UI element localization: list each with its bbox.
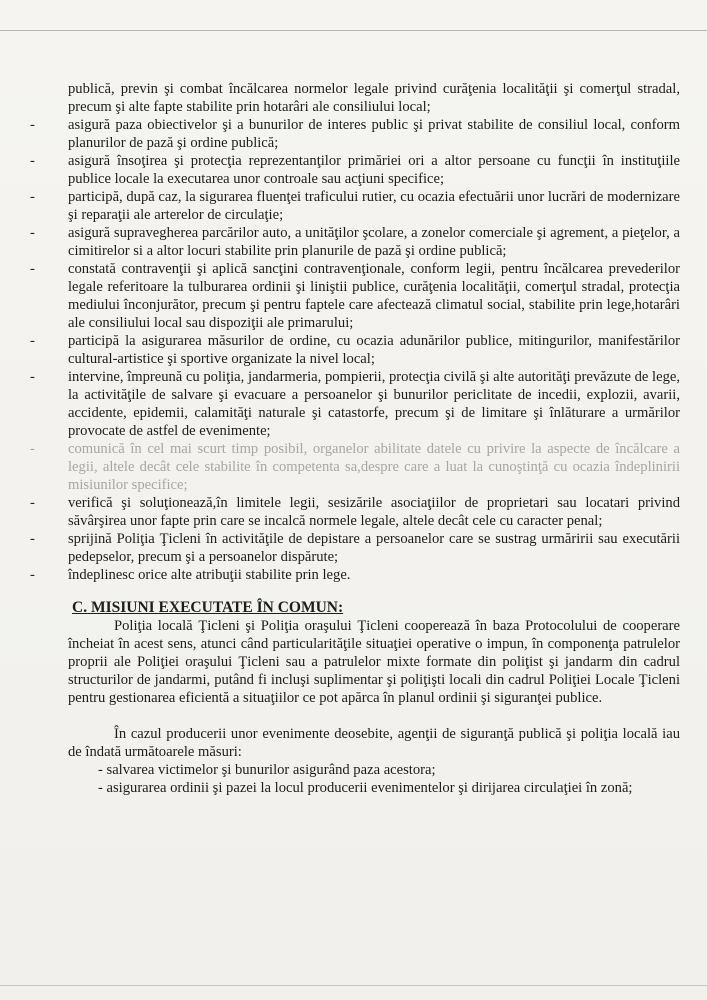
list-item-text: comunică în cel mai scurt timp posibil, organelor abilitate datele cu privire la aspecte de încălcare a legii, altele decât cele stabilite în competenta sa,despre care a luat la cunoştinţă cu ocazia îndeplinirii misiunilor specifice; bbox=[68, 441, 680, 493]
bullet-dash: - bbox=[30, 567, 35, 583]
measure-item: - salvarea victimelor şi bunurilor asigurând paza acestora; bbox=[98, 762, 436, 778]
list-item-text: verifică şi soluţionează,în limitele legii, sesizările asociaţiilor de proprietari sau locatari privind săvârşirea unor fapte prin care se incalcă normele legale, altele decât cele cu caracter penal; bbox=[68, 495, 680, 529]
document-body bbox=[28, 80, 680, 797]
list-item-text: publică, previn şi combat încălcarea normelor legale privind curăţenia localităţii şi comerţul stradal, precum şi alte fapte stabilite prin hotarâri ale consiliului local; bbox=[68, 81, 680, 115]
cooperation-paragraph: Poliţia locală Ţicleni şi Poliţia oraşului Ţicleni cooperează în baza Protocolului de cooperare încheiat în acest sens, atunci când particularităţile situaţiei operative o impun, în componenţa patrulelor proprii ale Poliţiei oraşului Ţicleni sau a patrulelor mixte formate din poliţist şi jandarm din cadrul structurilor de jandarmi, putând fi incluşi suplimentar şi poliţişti locali din cadrul Poliţiei Locale Ţicleni pentru gestionarea eficientă a situaţiilor ce pot apărca în planul ordinii şi siguranţei publice. bbox=[68, 618, 680, 706]
list-item bbox=[28, 224, 680, 260]
list-item-text: participă, după caz, la sigurarea fluenţei traficului rutier, cu ocazia efectuării unor lucrări de modernizare şi reparaţii ale arterelor de circulaţie; bbox=[68, 189, 680, 223]
list-item bbox=[28, 116, 680, 152]
list-item-text: asigură însoţirea şi protecţia reprezentanţilor primăriei ori a altor persoane cu funcţii în instituţiile publice locale la executarea unor controale sau acţiuni specifice; bbox=[68, 153, 680, 187]
bullet-dash: - bbox=[30, 495, 35, 511]
bullet-dash: - bbox=[30, 369, 35, 385]
bullet-dash: - bbox=[30, 153, 35, 169]
bullet-dash: - bbox=[30, 333, 35, 349]
list-item bbox=[28, 368, 680, 440]
bullet-dash: - bbox=[30, 189, 35, 205]
list-item bbox=[28, 260, 680, 332]
bullet-dash: - bbox=[30, 531, 35, 547]
bullet-dash: - bbox=[30, 117, 35, 133]
bullet-dash: - bbox=[30, 261, 35, 277]
section-heading bbox=[28, 598, 680, 617]
section-title: MISIUNI EXECUTATE ÎN COMUN: bbox=[90, 599, 344, 616]
list-item bbox=[28, 80, 680, 116]
scan-edge-bottom bbox=[0, 985, 707, 986]
list-item bbox=[28, 530, 680, 566]
duties-list bbox=[28, 80, 680, 584]
events-intro-paragraph: În cazul producerii unor evenimente deosebite, agenţii de siguranţă publică şi poliţia locală iau de îndată următoarele măsuri: bbox=[68, 726, 680, 760]
list-item bbox=[28, 566, 680, 584]
list-item bbox=[28, 494, 680, 530]
list-item-text: constată contravenţii şi aplică sancţini contravenţionale, conform legii, pentru încălcarea prevederilor legale referitoare la tulburarea ordinii şi liniştii publice, curăţenia localităţii, comerţul stradal, protecţia mediului înconjurător, precum şi pentru faptele care afectează climatul social, stabilite prin lege,hotarâri ale consiliului local sau dispoziţii ale primarului; bbox=[68, 261, 680, 331]
list-item bbox=[28, 332, 680, 368]
bullet-dash: - bbox=[30, 441, 35, 457]
section-letter: C. bbox=[72, 599, 88, 616]
list-item-text: participă la asigurarea măsurilor de ordine, cu ocazia adunărilor publice, mitingurilor, manifestărilor cultural-artistice şi sportive organizate la nivel local; bbox=[68, 333, 680, 367]
measure-item: - asigurarea ordinii şi pazei la locul producerii evenimentelor şi dirijarea circulaţiei în zonă; bbox=[98, 780, 633, 796]
list-item bbox=[28, 152, 680, 188]
list-item-text: asigură paza obiectivelor şi a bunurilor de interes public şi privat stabilite de consiliul local, conform planurilor de pază şi ordine publică; bbox=[68, 117, 680, 151]
list-item-text: intervine, împreună cu poliţia, jandarmeria, pompierii, protecţia civilă şi alte autorităţi prevăzute de lege, la activităţile de salvare şi evacuare a persoanelor şi bunurilor periclitate de incedii, explozii, avarii, accidente, epidemii, calamităţi naturale şi catastorfe, precum şi de limitare şi înlăturare a urmărilor provocate de astfel de evenimente; bbox=[68, 369, 680, 439]
list-item-text: sprijină Poliţia Ţicleni în activităţile de depistare a persoanelor care se sustrag urmăririi sau executării pedepselor, precum şi a persoanelor dispărute; bbox=[68, 531, 680, 565]
list-item-faded bbox=[28, 440, 680, 494]
list-item bbox=[28, 188, 680, 224]
list-item-text: asigură supravegherea parcărilor auto, a unităţilor şcolare, a zonelor comerciale şi agrement, a pieţelor, a cimitirelor si a altor locuri stabilite prin planurile de pază şi ordine publică; bbox=[68, 225, 680, 259]
scan-edge-top bbox=[0, 30, 707, 31]
bullet-dash: - bbox=[30, 225, 35, 241]
list-item-text: îndeplinesc orice alte atribuţii stabilite prin lege. bbox=[68, 567, 351, 583]
